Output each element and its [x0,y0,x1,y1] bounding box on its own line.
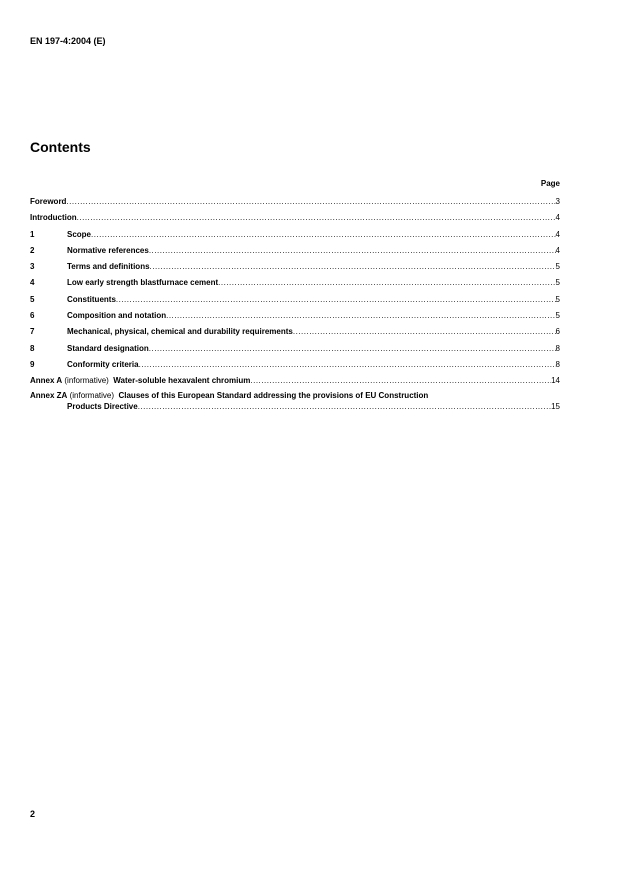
annex-qualifier: (informative) [69,390,115,400]
dot-leader [149,247,556,255]
dot-leader [149,345,556,353]
dot-leader [77,214,556,222]
toc-page: 5 [555,262,560,272]
annex-title: Water-soluble hexavalent chromium [113,376,251,386]
toc-label: Introduction [30,213,77,223]
toc-label: Mechanical, physical, chemical and durability requirements [67,327,293,337]
page-number: 2 [30,809,36,819]
toc-number: 8 [30,343,35,353]
toc-label: Standard designation [67,343,149,353]
toc-number: 1 [30,229,35,239]
toc-label: Foreword [30,197,67,206]
toc-entry-low-early-strength-cement[interactable] [30,276,560,287]
annex-name: Annex ZA [30,390,68,400]
toc-page: 14 [551,376,560,386]
toc-number: 6 [30,311,35,321]
toc-entry-composition-and-notation[interactable] [30,309,560,320]
annex-qualifier: (informative) [64,376,109,386]
annex-title-continued: Products Directive [67,401,138,411]
toc-page: 8 [555,343,560,353]
toc-page: 15 [551,401,560,411]
dot-leader [166,312,555,320]
dot-leader [66,198,555,206]
toc-number: 7 [30,327,35,337]
toc-entry-foreword[interactable] [30,195,560,206]
toc-label: Terms and definitions [67,262,150,272]
annex-name: Annex A [30,376,63,386]
toc-label: Low early strength blastfurnace cement [67,278,219,288]
toc-entry-conformity-criteria[interactable] [30,358,560,369]
annex-title: Clauses of this European Standard addressing the provisions of EU Construction [118,390,429,400]
toc-label: Constituents [67,294,116,304]
toc-number: 4 [30,278,35,288]
toc-page: 6 [555,327,560,337]
toc-entry-annex-za[interactable] [30,391,560,411]
dot-leader [293,328,556,336]
dot-leader [250,377,551,385]
toc-page: 5 [555,278,560,288]
contents-title: Contents [30,139,91,155]
toc-number: 2 [30,245,35,255]
dot-leader [139,361,556,369]
toc-entry-normative-references[interactable] [30,244,560,255]
toc-entry-introduction[interactable] [30,211,560,222]
dot-leader [138,403,551,411]
document-header: EN 197-4:2004 (E) [30,36,106,46]
toc-label: Scope [67,229,92,239]
toc-entry-terms-and-definitions[interactable] [30,260,560,271]
toc-entry-scope[interactable] [30,228,560,239]
table-of-contents [30,195,560,416]
dot-leader [91,231,556,239]
toc-page: 5 [555,294,560,304]
toc-label: Conformity criteria [67,359,139,369]
dot-leader [150,263,556,271]
toc-page: 8 [555,359,560,369]
toc-label: Normative references [67,245,149,255]
toc-page: 3 [555,197,560,206]
toc-page: 4 [555,245,560,255]
toc-page: 4 [555,213,560,223]
page-column-label: Page [540,179,560,188]
toc-entry-constituents[interactable] [30,293,560,304]
dot-leader [218,279,555,287]
toc-label: Composition and notation [67,311,167,321]
toc-page: 4 [555,229,560,239]
dot-leader [116,296,556,304]
toc-number: 9 [30,359,35,369]
toc-number: 5 [30,294,35,304]
toc-entry-requirements[interactable] [30,325,560,336]
toc-page: 5 [555,311,560,321]
toc-entry-standard-designation[interactable] [30,342,560,353]
toc-number: 3 [30,262,35,272]
toc-entry-annex-a[interactable] [30,374,560,385]
